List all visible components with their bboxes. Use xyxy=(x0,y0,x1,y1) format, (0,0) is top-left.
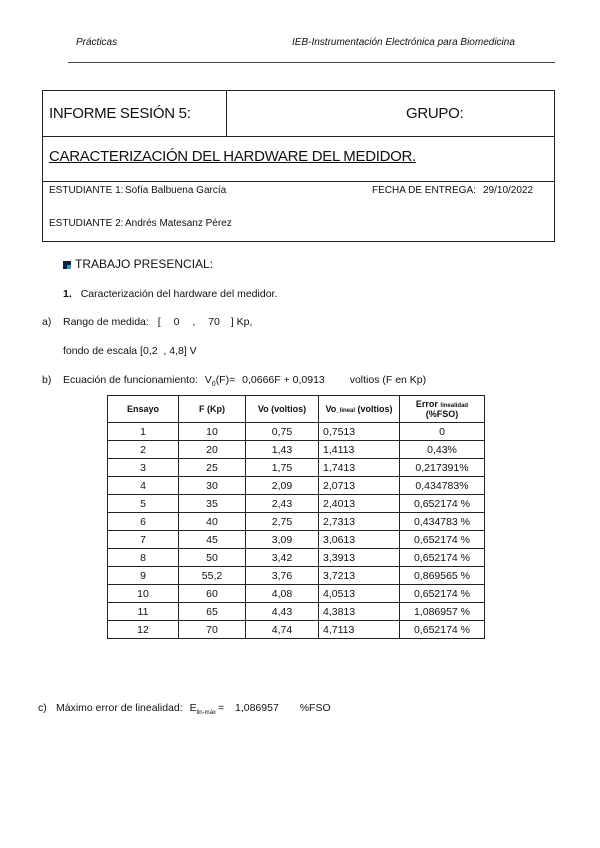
cell-ensayo: 9 xyxy=(108,567,179,585)
cell-ensayo: 8 xyxy=(108,549,179,567)
max-error-prefix: Máximo error de linealidad: xyxy=(56,702,183,714)
cell-err: 1,086957 % xyxy=(400,603,485,621)
table-row xyxy=(108,585,485,603)
equation-units: voltios (F en Kp) xyxy=(349,374,427,386)
table-row xyxy=(108,621,485,639)
item-text: Caracterización del hardware del medidor. xyxy=(80,288,278,300)
cell-err: 0,434783% xyxy=(400,477,485,495)
table-row xyxy=(108,459,485,477)
report-title: CARACTERIZACIÓN DEL HARDWARE DEL MEDIDOR. xyxy=(49,148,416,165)
range-high: 70 xyxy=(208,316,220,328)
cell-vo: 3,76 xyxy=(246,567,319,585)
cell-err: 0,652174 % xyxy=(400,549,485,567)
cell-vl: 0,7513 xyxy=(319,423,400,441)
range-low: 0 xyxy=(173,316,180,328)
cell-vl: 2,7313 xyxy=(319,513,400,531)
max-error-value: 1,086957 xyxy=(235,702,279,714)
cell-f: 45 xyxy=(179,531,246,549)
table-row xyxy=(108,477,485,495)
cell-ensayo: 10 xyxy=(108,585,179,603)
cell-vo: 0,75 xyxy=(246,423,319,441)
col-f: F (Kp) xyxy=(179,396,246,423)
range-prefix: Rango de medida: xyxy=(63,316,149,328)
cell-vo: 1,75 xyxy=(246,459,319,477)
date-value: 29/10/2022 xyxy=(483,185,534,196)
part-a-line1 xyxy=(63,316,252,328)
part-b-label: b) xyxy=(42,374,52,386)
cell-err: 0,43% xyxy=(400,441,485,459)
cell-f: 70 xyxy=(179,621,246,639)
cell-vl: 1,4113 xyxy=(319,441,400,459)
cell-f: 25 xyxy=(179,459,246,477)
range-close: ] Kp, xyxy=(230,316,253,328)
square-bullet-icon xyxy=(63,261,71,269)
cell-err: 0,652174 % xyxy=(400,585,485,603)
cell-err: 0,652174 % xyxy=(400,621,485,639)
cell-ensayo: 6 xyxy=(108,513,179,531)
cell-err: 0,652174 % xyxy=(400,531,485,549)
student2-label: ESTUDIANTE 2: xyxy=(49,218,124,229)
cell-err: 0,869565 % xyxy=(400,567,485,585)
measurement-table xyxy=(107,395,485,639)
cell-f: 65 xyxy=(179,603,246,621)
cell-vl: 4,7113 xyxy=(319,621,400,639)
cell-ensayo: 1 xyxy=(108,423,179,441)
equation-prefix: Ecuación de funcionamiento: xyxy=(63,374,198,386)
cell-vo: 4,43 xyxy=(246,603,319,621)
cell-vo: 2,75 xyxy=(246,513,319,531)
table-row xyxy=(108,495,485,513)
session-label: INFORME SESIÓN 5: xyxy=(49,105,191,122)
part-a-label: a) xyxy=(42,316,52,328)
col-error: Error linealidad (%FSO) xyxy=(400,396,485,423)
cell-vo: 1,43 xyxy=(246,441,319,459)
cell-vo: 3,09 xyxy=(246,531,319,549)
group-label: GRUPO: xyxy=(406,105,464,122)
cell-f: 10 xyxy=(179,423,246,441)
full-scale-line: fondo de escala [0,2 , 4,8] V xyxy=(63,345,197,357)
range-sep: , xyxy=(192,316,196,328)
col-ensayo: Ensayo xyxy=(108,396,179,423)
range-open: [ xyxy=(157,316,161,328)
table-row xyxy=(108,567,485,585)
cell-vl: 2,4013 xyxy=(319,495,400,513)
section-heading: TRABAJO PRESENCIAL: xyxy=(63,257,213,271)
cell-err: 0,434783 % xyxy=(400,513,485,531)
student2-name: Andrés Matesanz Pérez xyxy=(125,218,232,229)
table-row xyxy=(108,531,485,549)
cell-f: 35 xyxy=(179,495,246,513)
cell-f: 55,2 xyxy=(179,567,246,585)
cell-vo: 4,74 xyxy=(246,621,319,639)
header-right: IEB-Instrumentación Electrónica para Biomedicina xyxy=(292,37,515,48)
cell-vo: 4,08 xyxy=(246,585,319,603)
cell-vl: 3,7213 xyxy=(319,567,400,585)
header-left: Prácticas xyxy=(76,37,118,48)
cell-err: 0,217391% xyxy=(400,459,485,477)
cell-err: 0,652174 % xyxy=(400,495,485,513)
info-row-title xyxy=(43,136,554,182)
item-number: 1. xyxy=(63,288,72,300)
cell-vl: 1,7413 xyxy=(319,459,400,477)
cell-vl: 4,3813 xyxy=(319,603,400,621)
info-box xyxy=(42,90,555,242)
cell-f: 40 xyxy=(179,513,246,531)
equation-line xyxy=(63,374,426,388)
cell-err: 0 xyxy=(400,423,485,441)
student1-name: Sofía Balbuena García xyxy=(125,185,227,196)
part-c-label: c) xyxy=(38,702,47,714)
info-divider xyxy=(226,91,227,136)
table-header-row xyxy=(108,396,485,423)
cell-vl: 4,0513 xyxy=(319,585,400,603)
cell-vl: 2,0713 xyxy=(319,477,400,495)
cell-f: 50 xyxy=(179,549,246,567)
cell-f: 30 xyxy=(179,477,246,495)
header-rule xyxy=(68,62,555,63)
max-error-line xyxy=(56,702,331,716)
table-row xyxy=(108,603,485,621)
table-row xyxy=(108,549,485,567)
equation-rhs: 0,0666F + 0,0913 xyxy=(242,374,325,386)
col-vo-lineal: Vo_lineal (voltios) xyxy=(319,396,400,423)
cell-vl: 3,0613 xyxy=(319,531,400,549)
cell-ensayo: 5 xyxy=(108,495,179,513)
cell-vo: 2,09 xyxy=(246,477,319,495)
equation-lhs: $V_0(F)=$ xyxy=(204,374,236,389)
student1-label: ESTUDIANTE 1: xyxy=(49,185,124,196)
table-row xyxy=(108,423,485,441)
cell-f: 60 xyxy=(179,585,246,603)
info-row-session xyxy=(43,91,554,137)
max-error-unit: %FSO xyxy=(299,702,331,714)
max-error-symbol: $E_{lin-máx}$ = xyxy=(189,702,225,717)
cell-ensayo: 4 xyxy=(108,477,179,495)
cell-f: 20 xyxy=(179,441,246,459)
cell-ensayo: 2 xyxy=(108,441,179,459)
date-label: FECHA DE ENTREGA: xyxy=(372,185,476,196)
table-row xyxy=(108,513,485,531)
cell-ensayo: 11 xyxy=(108,603,179,621)
cell-ensayo: 7 xyxy=(108,531,179,549)
cell-vo: 3,42 xyxy=(246,549,319,567)
cell-ensayo: 12 xyxy=(108,621,179,639)
section-item xyxy=(63,288,277,300)
col-vo: Vo (voltios) xyxy=(246,396,319,423)
cell-ensayo: 3 xyxy=(108,459,179,477)
cell-vo: 2,43 xyxy=(246,495,319,513)
cell-vl: 3,3913 xyxy=(319,549,400,567)
table-row xyxy=(108,441,485,459)
